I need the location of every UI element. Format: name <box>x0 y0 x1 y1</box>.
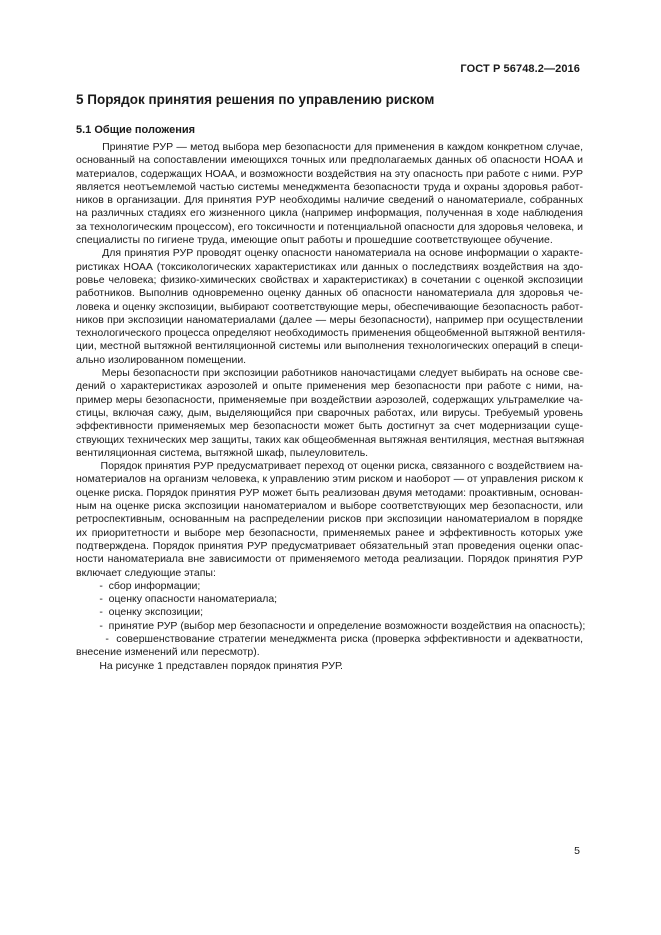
text-line: ровье человека; физико-химических свойствах и характеристиках) в сочетании с оценкой экспозиции <box>76 273 583 286</box>
text-line: ности наноматериала вне зависимости от применяемого метода реализации. Порядок принятия РУР <box>76 553 583 566</box>
stages-list <box>76 579 586 633</box>
closing-sentence: На рисунке 1 представлен порядок принятия РУР. <box>76 659 343 672</box>
paragraph <box>76 460 583 580</box>
text-line: - совершенствование стратегии менеджмента риска (проверка эффективности и адекватности, <box>76 632 583 645</box>
text-line: пример меры безопасности, применяемые при воздействии аэрозолей, содержащих ультрамелкие ча- <box>76 393 583 406</box>
text-line: ально изолированном помещении. <box>76 353 247 366</box>
text-line: за технологическим процессом), его токсичности и потенциальной опасности для здоровья человека, и <box>76 220 583 233</box>
text-line: работников. Выполнив одновременно оценку данных об опасности наноматериала для здоровья че- <box>76 287 583 300</box>
text-line: ствующих технических мер защиты, таких как общеобменная вытяжная вентиляция, местная вытяжная <box>76 433 585 446</box>
text-line: ристиках НОАА (токсикологических характеристиках или данных о последствиях воздействия на здо- <box>76 260 583 273</box>
text-line: специалисты по гигиене труда, имеющие опыт работы и прошедшие соответствующее обучение. <box>76 234 553 247</box>
text-line: включает следующие этапы: <box>76 566 216 579</box>
text-line: оценке риска. Порядок принятия РУР может быть реализован двумя методами: проактивным, основан- <box>76 486 583 499</box>
paragraph <box>76 247 586 367</box>
paragraph <box>76 367 583 460</box>
text-line: номатериалов на организм человека, к управлению этим риском и наоборот — от управления риском к <box>76 473 583 486</box>
text-line: подтверждена. Порядок принятия РУР предусматривает обязательный этап проведения оценки опас- <box>76 539 583 552</box>
page-number: 5 <box>574 845 580 857</box>
text-line: внесение изменений или пересмотр). <box>76 646 260 659</box>
text-line: ников при экспозиции наноматериалами (далее — меры безопасности), например при осуществлении <box>76 313 583 326</box>
text-line: технологического процесса определяют необходимость применения общеобменной вытяжной вентиля- <box>76 327 586 340</box>
subsection-title: 5.1 Общие положения <box>76 124 196 136</box>
text-line: их приоритетности и выборе мер безопасности, применяемых ранее и эффективность которых уже <box>76 526 583 539</box>
text-line: на различных стадиях его жизненного цикла (например информация, полученная в ходе наблюдения <box>76 207 583 220</box>
text-line: Меры безопасности при экспозиции работников наночастицами следует выбирать на основе све- <box>76 367 583 380</box>
text-line: ретроспективным, основанным на распределении рисков при экспозиции наноматериалом в порядке <box>76 513 583 526</box>
text-line: Порядок принятия РУР предусматривает переход от оценки риска, связанного с воздействием на- <box>76 460 583 473</box>
text-line: вентиляционная система, вытяжной шкаф, пылеуловитель. <box>76 446 369 459</box>
text-line: основанный на сопоставлении имеющихся точных или предполагаемых данных об опасности НОАА и <box>76 154 583 167</box>
text-line: материалов, содержащих НОАА, и возможности воздействия на эту опасность при работе с ними. РУР <box>76 167 583 180</box>
text-line: ловека и оценку экспозиции, выбирают соответствующие меры, обеспечивающие безопасность работ- <box>76 300 583 313</box>
text-line: ции, местной вытяжной вентиляционной системы или выполнения технологических операций в специ- <box>76 340 583 353</box>
text-line: дений о характеристиках аэрозолей и опыте применения мер безопасности при работе с ними, на- <box>76 380 583 393</box>
list-item: - принятие РУР (выбор мер безопасности и определение возможности воздействия на опасность); <box>76 619 586 632</box>
section-title: 5 Порядок принятия решения по управлению риском <box>76 92 435 107</box>
list-item: - сбор информации; <box>76 579 201 592</box>
list-item: - оценку опасности наноматериала; <box>76 593 278 606</box>
text-line: эффективности применяемых мер безопасности может быть достигнут за счет модернизации суще- <box>76 420 583 433</box>
list-item: - оценку экспозиции; <box>76 606 203 619</box>
list-item-multiline <box>76 633 583 660</box>
document-id: ГОСТ Р 56748.2—2016 <box>460 63 580 75</box>
text-line: Принятие РУР — метод выбора мер безопасности для применения в каждом конкретном случае, <box>76 141 583 153</box>
text-line: Для принятия РУР проводят оценку опасности наноматериала на основе информации о характе- <box>76 247 583 260</box>
paragraph <box>76 141 583 247</box>
text-line: является неотъемлемой частью системы менеджмента безопасности труда и охраны здоровья работ- <box>76 180 583 193</box>
text-line: ников в организации. Для принятия РУР необходимы наличие сведений о наноматериале, собранных <box>76 194 583 207</box>
text-line: ным на оценке риска экспозиции наноматериалом и выборе соответствующих мер безопасности, или <box>76 500 583 513</box>
body-text <box>76 141 586 673</box>
text-line: стицы, включая сажу, дым, выделяющийся при сварочных работах, или вирусы. Требуемый уровень <box>76 406 583 419</box>
